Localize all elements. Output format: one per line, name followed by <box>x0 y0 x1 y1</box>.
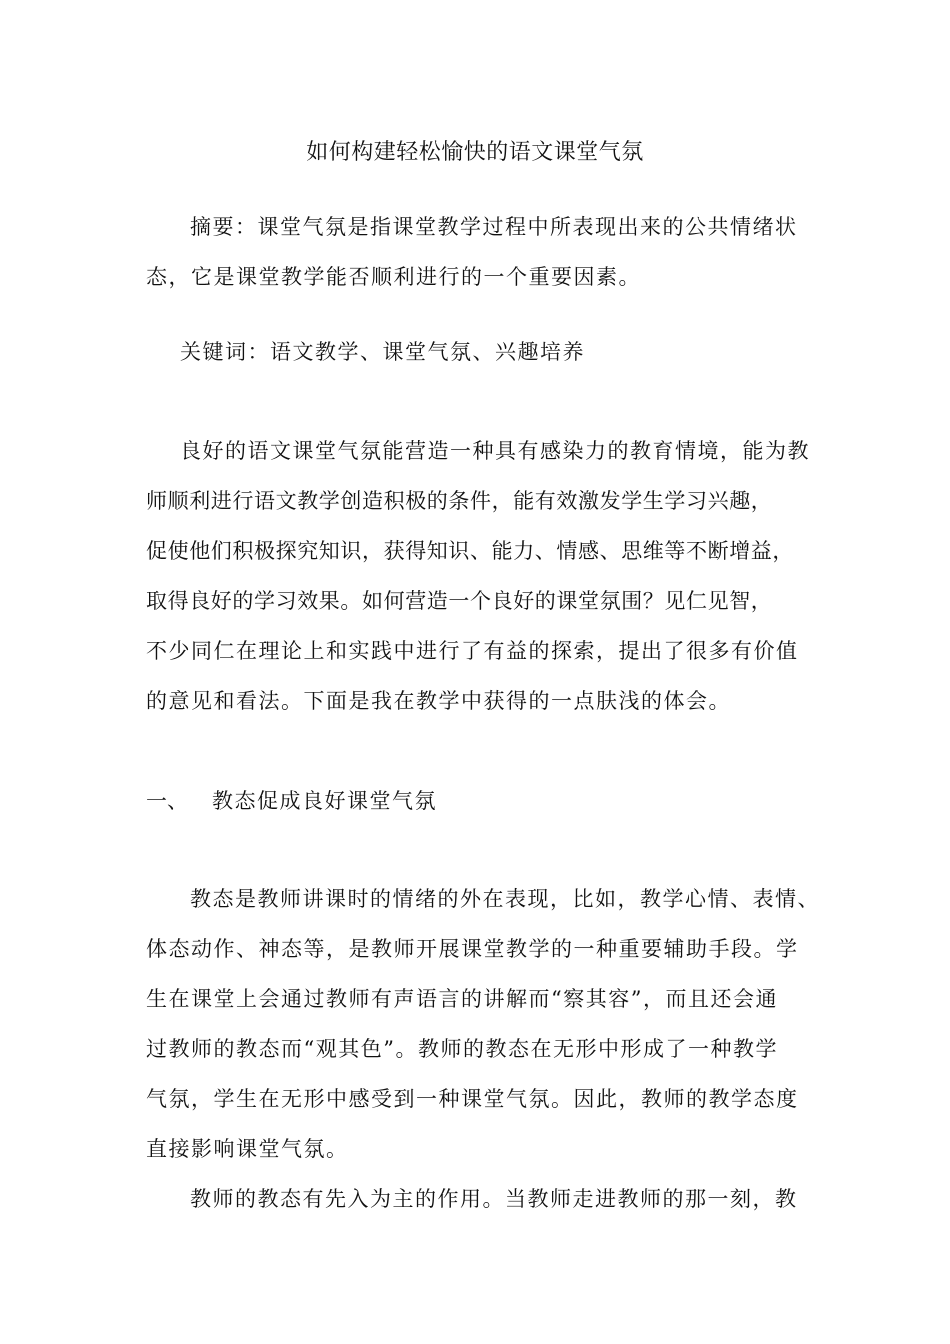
section-paragraph-line: 直接影响课堂气氛。 <box>146 1137 349 1161</box>
intro-line: 师顺利进行语文教学创造积极的条件，能有效激发学生学习兴趣， <box>146 489 773 513</box>
section-heading: 教态促成良好课堂气氛 <box>212 789 437 813</box>
section-paragraph-line: 气氛，学生在无形中感受到一种课堂气氛。因此，教师的教学态度 <box>146 1087 799 1111</box>
section-paragraph-line: 体态动作、神态等，是教师开展课堂教学的一种重要辅助手段。学 <box>146 937 799 961</box>
abstract-line: 摘要：课堂气氛是指课堂教学过程中所表现出来的公共情绪状 <box>190 215 798 239</box>
intro-line: 取得良好的学习效果。如何营造一个良好的课堂氛围？见仁见智， <box>146 589 773 613</box>
abstract-line: 态，它是课堂教学能否顺利进行的一个重要因素。 <box>146 265 641 289</box>
section-number: 一、 <box>146 789 188 813</box>
intro-line: 促使他们积极探究知识，获得知识、能力、情感、思维等不断增益， <box>146 539 794 563</box>
section-paragraph-line: 生在课堂上会通过教师有声语言的讲解而“察其容”，而且还会通 <box>146 987 778 1011</box>
document-title: 如何构建轻松愉快的语文课堂气氛 <box>306 140 644 165</box>
section-paragraph-line: 教师的教态有先入为主的作用。当教师走进教师的那一刻，教 <box>190 1187 798 1211</box>
intro-line: 良好的语文课堂气氛能营造一种具有感染力的教育情境，能为教 <box>180 439 810 463</box>
intro-line: 不少同仁在理论上和实践中进行了有益的探索，提出了很多有价值 <box>146 639 799 663</box>
intro-line: 的意见和看法。下面是我在教学中获得的一点肤浅的体会。 <box>146 689 731 713</box>
section-paragraph-line: 过教师的教态而“观其色”。教师的教态在无形中形成了一种教学 <box>146 1037 778 1061</box>
section-paragraph-line: 教态是教师讲课时的情绪的外在表现，比如，教学心情、表情、 <box>190 887 820 911</box>
keywords-line: 关键词：语文教学、课堂气氛、兴趣培养 <box>180 340 585 364</box>
